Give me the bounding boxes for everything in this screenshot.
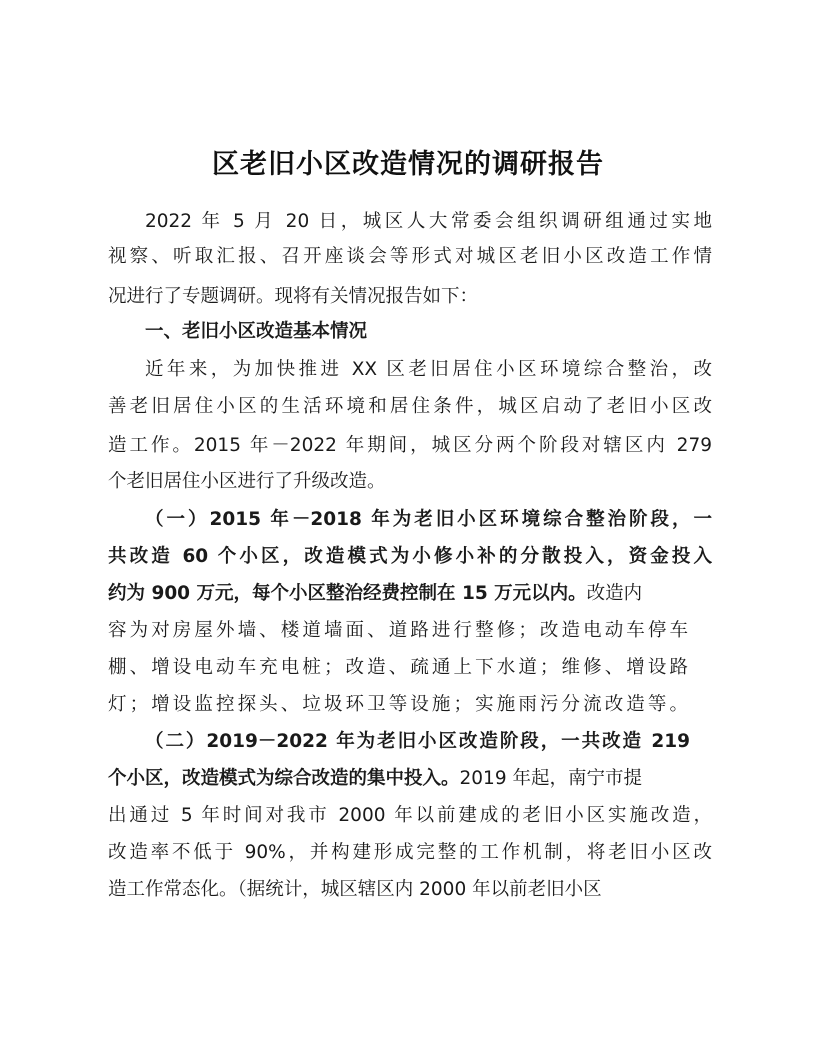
document-title: 区老旧小区改造情况的调研报告 bbox=[212, 149, 604, 180]
paragraph-line-mixed bbox=[108, 582, 712, 606]
paragraph-line: 容为对房屋外墙、楼道墙面、道路进行整修；改造电动车停车 bbox=[108, 620, 688, 641]
subsection-line: （一）2015 年－2018 年为老旧小区环境综合整治阶段，一 bbox=[145, 509, 712, 530]
paragraph-line: 造工作。2015 年－2022 年期间，城区分两个阶段对辖区内 279 bbox=[108, 435, 712, 456]
paragraph-line: 出通过 5 年时间对我市 2000 年以前建成的老旧小区实施改造， bbox=[108, 805, 712, 826]
paragraph-line: 造工作常态化。（据统计，城区辖区内 2000 年以前老旧小区 bbox=[108, 879, 602, 900]
subsection-line: （二）2019－2022 年为老旧小区改造阶段，一共改造 219 bbox=[145, 731, 690, 752]
bold-text-span: 约为 900 万元，每个小区整治经费控制在 15 万元以内。 bbox=[108, 583, 587, 604]
bold-text-span: 个小区，改造模式为综合改造的集中投入。 bbox=[108, 768, 460, 789]
subsection-line: 共改造 60 个小区，改造模式为小修小补的分散投入，资金投入 bbox=[108, 546, 712, 567]
paragraph-line: 改造率不低于 90%，并构建形成完整的工作机制，将老旧小区改 bbox=[108, 842, 712, 863]
paragraph-line-mixed bbox=[108, 767, 712, 791]
paragraph-line: 棚、增设电动车充电桩；改造、疏通上下水道；维修、增设路 bbox=[108, 657, 688, 678]
paragraph-line: 近年来，为加快推进 XX 区老旧居住小区环境综合整治，改 bbox=[145, 359, 712, 380]
regular-text-span: 改造内 bbox=[586, 583, 643, 604]
paragraph-line: 视察、听取汇报、召开座谈会等形式对城区老旧小区改造工作情 bbox=[108, 246, 712, 267]
regular-text-span: 2019 年起，南宁市提 bbox=[459, 768, 642, 789]
paragraph-line: 个老旧居住小区进行了升级改造。 bbox=[108, 471, 386, 492]
paragraph-line: 况进行了专题调研。现将有关情况报告如下： bbox=[108, 286, 479, 307]
paragraph-line: 善老旧居住小区的生活环境和居住条件，城区启动了老旧小区改 bbox=[108, 396, 712, 417]
paragraph-line: 2022 年 5 月 20 日，城区人大常委会组织调研组通过实地 bbox=[145, 211, 712, 232]
section-heading: 一、老旧小区改造基本情况 bbox=[145, 321, 368, 342]
paragraph-line: 灯；增设监控探头、垃圾环卫等设施；实施雨污分流改造等。 bbox=[108, 694, 688, 715]
